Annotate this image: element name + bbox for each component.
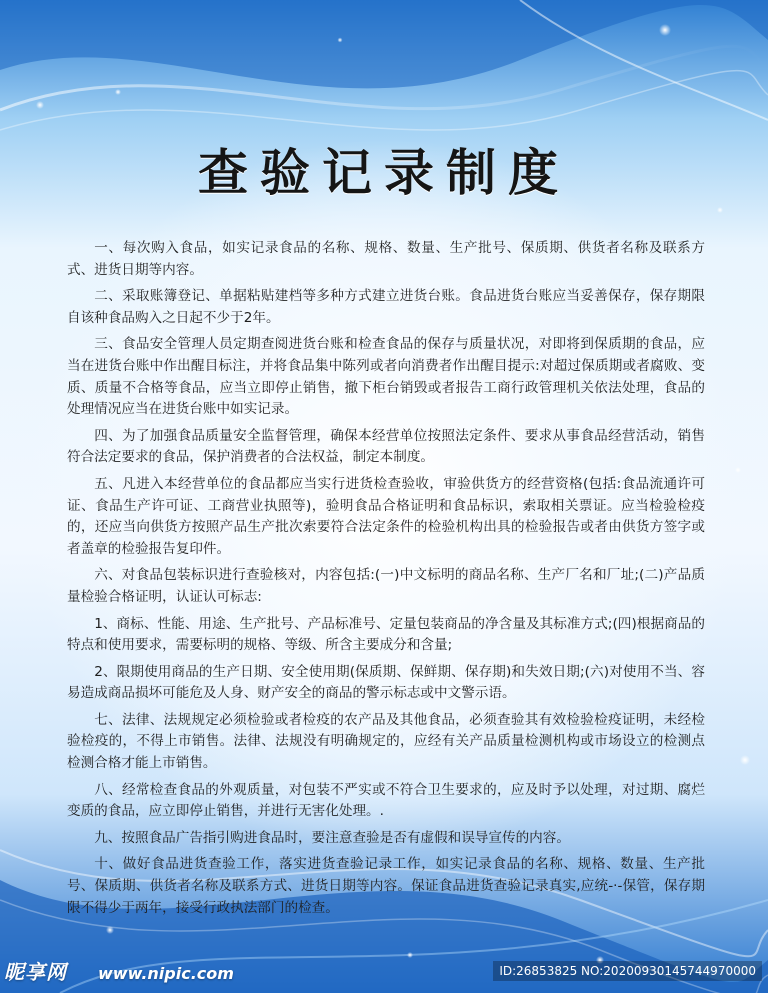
paragraph-7: 1、商标、性能、用途、生产批号、产品标准号、定量包装商品的净含量及其标准方式;(四)根据商品的特点和使用要求，需要标明的规格、等级、所含主要成分和含量; [67,615,705,654]
paragraph-3: 三、食品安全管理人员定期查阅进货台账和检查食品的保存与质量状况，对即将到保质期的食品，应当在进货台账中作出醒目标注，并将食品集中陈列或者向消费者作出醒目提示:对超过保质期或者腐败、变质、质量不合格等食品，应当立即停止销售，撤下柜台销毁或者报告工商行政管理机关依法处理，食品的处理情况应当在进货台账中如实记录。 [67,336,705,418]
paragraph-11: 九、按照食品广告指引购进食品时，要注意查验是否有虚假和误导宣传的内容。 [94,829,570,846]
paragraph-10: 八、经常检查食品的外观质量，对包装不严实或不符合卫生要求的，应及时予以处理，对过期、腐烂变质的食品，应立即停止销售，并进行无害化处理。. [67,781,705,820]
regulation-body [67,238,705,924]
paragraph-6: 六、对食品包装标识进行查验核对，内容包括:(一)中文标明的商品名称、生产厂名和厂址;(二)产品质量检验合格证明，认证认可标志: [67,567,705,605]
watermark-id: ID:26853825 NO:20200930145744970000 [493,961,762,981]
watermark-site: www.nipic.com [98,964,234,983]
watermark-bar [0,951,768,993]
paragraph-9: 七、法律、法规规定必须检验或者检疫的农产品及其他食品，必须查验其有效检验检疫证明，未经检验检疫的，不得上市销售。法律、法规没有明确规定的，应经有关产品质量检测机构或市场设立的检测点检测合格才能上市销售。 [67,711,705,772]
paragraph-1: 一、每次购入食品，如实记录食品的名称、规格、数量、生产批号、保质期、供货者名称及联系方式、进货日期等内容。 [67,240,705,278]
paragraph-5: 五、凡进入本经营单位的食品都应当实行进货检查验收，审验供货方的经营资格(包括:食品流通许可证、食品生产许可证、工商营业执照等)，验明食品合格证明和食品标识，索取相关票证。应当检验检疫的，还应当向供货方按照产品生产批次索要符合法定条件的检验机构出具的检验报告或者由供货方签字或者盖章的检验报告复印件。 [67,475,705,557]
page-title: 查验记录制度 [198,144,570,202]
paragraph-2: 二、采取账簿登记、单据粘贴建档等多种方式建立进货台账。食品进货台账应当妥善保存，保存期限自该种食品购入之日起不少于2年。 [67,288,705,326]
paragraph-12: 十、做好食品进货查验工作，落实进货查验记录工作，如实记录食品的名称、规格、数量、生产批号、保质期、供货者名称及联系方式、进货日期等内容。保证食品进货查验记录真实,应统-·-保管，保存期限不得少于两年，接受行政执法部门的检查。 [67,856,705,916]
paragraph-4: 四、为了加强食品质量安全监督管理，确保本经营单位按照法定条件、要求从事食品经营活动，销售符合法定要求的食品，保护消费者的合法权益，制定本制度。 [67,427,705,466]
watermark-logo: 昵享网 [4,960,67,984]
paragraph-8: 2、限期使用商品的生产日期、安全使用期(保质期、保鲜期、保存期)和失效日期;(六)对使用不当、容易造成商品损坏可能危及人身、财产安全的商品的警示标志或中文警示语。 [67,663,705,702]
